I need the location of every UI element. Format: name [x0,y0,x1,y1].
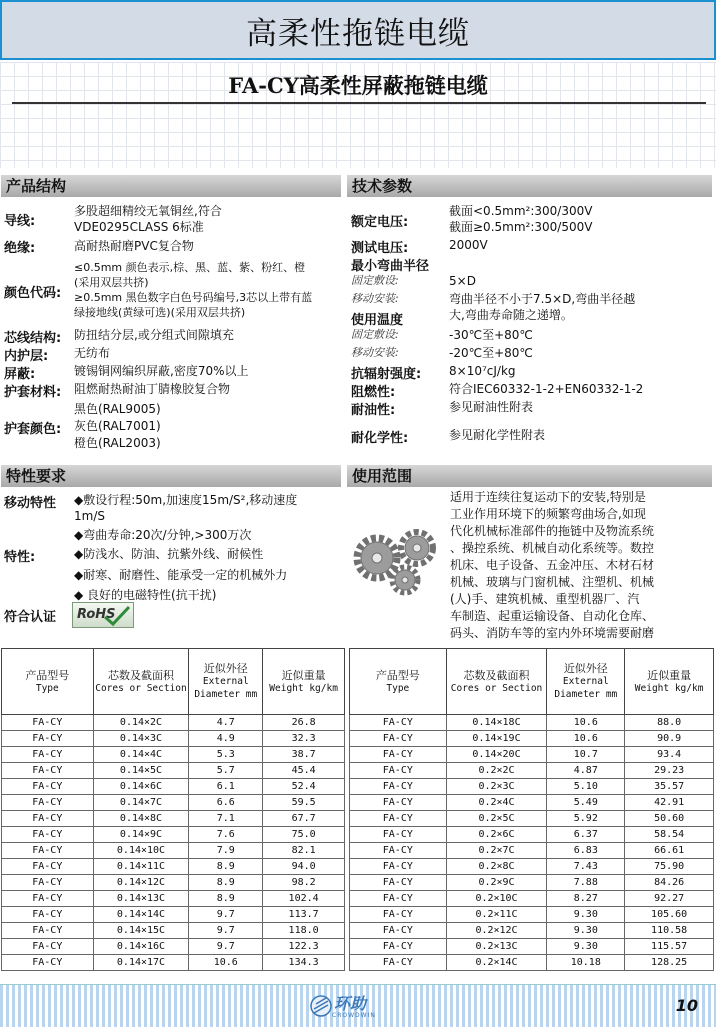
table-cell: 0.2×2C [446,763,547,779]
table-cell: 9.30 [547,907,625,923]
title-banner [0,0,716,60]
table-cell: 0.2×7C [446,843,547,859]
table-cell: 10.7 [547,747,625,763]
mobile-bend-line-1: 弯曲半径不小于7.5×D,弯曲半径越 [449,292,636,306]
table-cell: FA-CY [2,811,94,827]
table-row [350,779,714,795]
header-cn: 芯数及截面积 [108,668,174,682]
table-cell: 0.2×14C [446,955,547,971]
scope-line: 工业作用环境下的频繁弯曲场合,如现 [450,507,646,521]
table-cell: 58.54 [625,827,714,843]
color-code-line-2: (采用双层共挤) [74,276,149,289]
section-structure-heading: 产品结构 [1,175,341,197]
table-cell: 35.57 [625,779,714,795]
table-cell: FA-CY [2,891,94,907]
table-cell: 0.2×9C [446,875,547,891]
table-row [350,763,714,779]
table-cell: FA-CY [2,859,94,875]
table-row [2,811,345,827]
table-cell: 0.14×19C [446,731,547,747]
checkmark-icon [101,605,131,627]
table-row [2,747,345,763]
table-row [2,875,345,891]
table-cell: 0.14×16C [93,939,189,955]
table-row [350,955,714,971]
rated-voltage-line-1: 截面<0.5mm²:300/300V [449,204,593,218]
table-cell: 0.14×18C [446,715,547,731]
header-en: External Diameter mm [194,676,258,700]
table-row [2,843,345,859]
shield-value: 镀锡铜网编织屏蔽,密度70%以上 [74,364,249,378]
table-cell: 6.6 [189,795,263,811]
table-cell: 59.5 [263,795,345,811]
table-cell: 42.91 [625,795,714,811]
table-cell: 75.0 [263,827,345,843]
table-cell: FA-CY [2,795,94,811]
rohs-badge [72,602,134,628]
test-voltage-value: 2000V [449,238,488,252]
table-cell: FA-CY [2,827,94,843]
scope-line: 机床、电子设备、五金冲压、木材石材 [450,558,655,572]
table-cell: 0.2×3C [446,779,547,795]
sheath-color-orange: 橙色(RAL2003) [74,436,161,450]
table-cell: 32.3 [263,731,345,747]
subtitle-area [0,62,716,168]
header-cn: 近似外径 [203,662,248,675]
min-bend-label: 最小弯曲半径 [351,259,430,274]
table-cell: 45.4 [263,763,345,779]
table-cell: 82.1 [263,843,345,859]
spec-table-left [1,648,345,971]
table-cell: 0.2×10C [446,891,547,907]
mobile-feature-label: 移动特性 [4,496,57,511]
table-cell: FA-CY [350,747,447,763]
conductor-label: 导线: [4,214,36,229]
table-cell: 0.14×7C [93,795,189,811]
table-cell: 7.88 [547,875,625,891]
table-cell: 102.4 [263,891,345,907]
table-row [350,907,714,923]
table-cell: 9.30 [547,923,625,939]
gear-icon [357,532,433,593]
logo-mark-icon [310,993,332,1019]
table-cell: FA-CY [350,795,447,811]
color-code-line-1: ≤0.5mm 颜色表示,棕、黑、蓝、紫、粉红、橙 [74,261,306,274]
product-subtitle: FA-CY高柔性屏蔽拖链电缆 [228,73,488,98]
table-cell: 6.37 [547,827,625,843]
table-row [350,859,714,875]
spec-table-area [0,648,716,973]
scope-text [450,489,712,642]
scope-line: 代化机械标准部件的拖链中及物流系统 [450,524,655,538]
property-2: ◆耐寒、耐磨性、能承受一定的机械外力 [74,568,288,582]
conductor-line-2: VDE0295CLASS 6标准 [74,220,204,234]
logo-text: 环助 [334,994,367,1013]
table-cell: 92.27 [625,891,714,907]
core-structure-label: 芯线结构: [4,331,62,346]
test-voltage-label: 测试电压: [351,241,409,256]
conductor-line-1: 多股超细精绞无氧铜丝,符合 [74,204,222,218]
table-cell: 0.14×12C [93,875,189,891]
table-cell: FA-CY [2,939,94,955]
table-row [350,875,714,891]
table-cell: 0.14×20C [446,747,547,763]
table-cell: 0.14×13C [93,891,189,907]
table-cell: 5.10 [547,779,625,795]
shield-label: 屏蔽: [4,367,36,382]
chemical-label: 耐化学性: [351,431,409,446]
table-cell: 67.7 [263,811,345,827]
mobile-temp-value: -20℃至+80℃ [449,346,533,360]
certification-label: 符合认证 [4,610,57,625]
chemical-value: 参见耐化学性附表 [449,428,546,442]
table-cell: 4.87 [547,763,625,779]
table-row [350,827,714,843]
flame-value: 符合IEC60332-1-2+EN60332-1-2 [449,382,644,396]
table-cell: 4.9 [189,731,263,747]
table-cell: 0.14×3C [93,731,189,747]
table-cell: 84.26 [625,875,714,891]
section-tech-heading: 技术参数 [347,175,712,197]
table-row [2,859,345,875]
table-header-cell [547,649,625,715]
table-cell: 5.92 [547,811,625,827]
table-cell: FA-CY [350,763,447,779]
table-header-cell [263,649,345,715]
table-row [2,731,345,747]
sheath-material-value: 阻燃耐热耐油丁腈橡胶复合物 [74,382,231,396]
mobile-install-label-1: 移动安装: [351,292,399,305]
header-cn: 近似重量 [647,668,692,682]
table-header-row [2,649,345,715]
table-cell: 5.49 [547,795,625,811]
table-cell: 7.6 [189,827,263,843]
table-cell: 0.14×9C [93,827,189,843]
section-features-heading: 特性要求 [1,465,341,487]
table-cell: 8.9 [189,891,263,907]
sheath-color-label: 护套颜色: [4,422,62,437]
color-code-line-3: ≥0.5mm 黑色数字白色号码编号,3芯以上带有蓝 [74,291,313,304]
core-structure-value: 防扭结分层,或分组式间隙填充 [74,328,234,342]
table-row [2,907,345,923]
mobile-install-label-2: 移动安装: [351,346,399,359]
table-cell: 7.1 [189,811,263,827]
table-cell: FA-CY [2,731,94,747]
table-cell: FA-CY [350,811,447,827]
table-cell: 0.14×2C [93,715,189,731]
inner-sheath-label: 内护层: [4,349,49,364]
fixed-install-label-1: 固定敷设: [351,274,399,287]
table-cell: 0.2×8C [446,859,547,875]
table-cell: FA-CY [2,907,94,923]
table-row [2,923,345,939]
table-cell: 0.2×4C [446,795,547,811]
brand-logo [310,990,376,1022]
table-header-cell [446,649,547,715]
properties-label: 特性: [4,550,36,565]
section-scope-heading: 使用范围 [347,465,712,487]
header-en: Type [386,682,410,694]
table-cell: FA-CY [350,715,447,731]
header-en: Type [35,682,59,694]
table-cell: 52.4 [263,779,345,795]
table-row [2,795,345,811]
header-cn: 芯数及截面积 [463,668,530,682]
scope-line: 适用于连续往复运动下的安装,特别是 [450,490,646,504]
table-row [2,939,345,955]
table-cell: 90.9 [625,731,714,747]
scope-line: 机械、玻璃与门窗机械、注塑机、机械 [450,575,655,589]
table-cell: 0.2×12C [446,923,547,939]
table-cell: 9.30 [547,939,625,955]
inner-sheath-value: 无纺布 [74,346,111,360]
table-cell: 122.3 [263,939,345,955]
table-row [350,747,714,763]
table-cell: 88.0 [625,715,714,731]
sheath-color-black: 黑色(RAL9005) [74,402,161,416]
rohs-text: RoHS [77,607,116,622]
insulation-label: 绝缘: [4,241,36,256]
sheath-material-label: 护套材料: [4,385,62,400]
table-cell: FA-CY [350,923,447,939]
table-cell: FA-CY [350,907,447,923]
table-cell: 7.43 [547,859,625,875]
table-row [350,891,714,907]
table-row [350,715,714,731]
table-row [350,731,714,747]
table-cell: 0.14×8C [93,811,189,827]
table-header-row [350,649,714,715]
table-row [350,939,714,955]
table-cell: 50.60 [625,811,714,827]
header-en: Weight kg/km [634,682,704,694]
table-header-cell [625,649,714,715]
table-cell: 0.14×5C [93,763,189,779]
color-code-line-4: 绿接地线(黄绿可选)(采用双层共挤) [74,306,246,319]
table-row [2,891,345,907]
table-cell: FA-CY [350,843,447,859]
table-cell: 38.7 [263,747,345,763]
flame-label: 阻燃性: [351,385,396,400]
table-cell: 134.3 [263,955,345,971]
table-cell: 93.4 [625,747,714,763]
mobile-feature-line-1: ◆敷设行程:50m,加速度15m/S²,移动速度 [74,493,298,507]
table-cell: 10.6 [547,731,625,747]
insulation-value: 高耐热耐磨PVC复合物 [74,239,194,253]
header-en: External Diameter mm [554,676,618,700]
table-cell: 0.2×13C [446,939,547,955]
table-cell: 0.14×15C [93,923,189,939]
table-cell: 10.6 [189,955,263,971]
scope-line: (人)手、建筑机械、重型机器厂、汽 [450,592,640,606]
table-cell: 0.14×10C [93,843,189,859]
table-cell: 26.8 [263,715,345,731]
table-cell: 8.27 [547,891,625,907]
header-cn: 产品型号 [375,668,420,682]
table-cell: 0.2×11C [446,907,547,923]
table-row [2,827,345,843]
rated-voltage-line-2: 截面≥0.5mm²:300/500V [449,220,593,234]
table-cell: 66.61 [625,843,714,859]
table-cell: FA-CY [350,939,447,955]
table-cell: 98.2 [263,875,345,891]
table-cell: 0.14×17C [93,955,189,971]
table-cell: 0.14×6C [93,779,189,795]
property-3: ◆ 良好的电磁特性(抗干扰) [74,588,217,602]
radiation-value: 8×10⁷cJ/kg [449,364,516,378]
logo-subtext: CROWDWIN [332,1012,376,1019]
table-cell: 0.14×14C [93,907,189,923]
table-cell: 10.18 [547,955,625,971]
table-row [350,795,714,811]
radiation-label: 抗辐射强度: [351,367,422,382]
header-en: Cores or Section [450,682,543,694]
scope-line: 、操控系统、机械自动化系统等。数控 [450,541,655,555]
table-header-cell [189,649,263,715]
subtitle-divider [12,102,706,104]
table-cell: FA-CY [2,923,94,939]
table-cell: 4.7 [189,715,263,731]
scope-line: 码头、消防车等的室内外环境需要耐磨 [450,626,655,640]
property-1: ◆防浅水、防油、抗紫外线、耐候性 [74,547,264,561]
spec-table-right [349,648,714,971]
table-cell: FA-CY [2,747,94,763]
header-cn: 近似外径 [563,662,608,675]
table-row [2,779,345,795]
table-cell: 113.7 [263,907,345,923]
table-header-cell [93,649,189,715]
oil-value: 参见耐油性附表 [449,400,534,414]
page-title: 高柔性拖链电缆 [246,15,470,52]
header-cn: 近似重量 [281,668,326,682]
table-row [2,955,345,971]
table-cell: FA-CY [2,843,94,859]
table-cell: 9.7 [189,939,263,955]
temperature-label: 使用温度 [351,313,404,328]
table-cell: 94.0 [263,859,345,875]
header-en: Weight kg/km [269,682,338,694]
table-cell: FA-CY [2,763,94,779]
fixed-temp-value: -30℃至+80℃ [449,328,533,342]
header-cn: 产品型号 [25,668,70,682]
table-cell: FA-CY [2,875,94,891]
table-cell: 6.1 [189,779,263,795]
rated-voltage-label: 额定电压: [351,215,409,230]
table-row [350,843,714,859]
table-cell: 5.3 [189,747,263,763]
page-number: 10 [675,996,698,1015]
table-row [2,763,345,779]
table-cell: 7.9 [189,843,263,859]
table-cell: 128.25 [625,955,714,971]
fixed-bend-value: 5×D [449,274,476,288]
table-cell: 115.57 [625,939,714,955]
table-cell: FA-CY [350,875,447,891]
table-cell: FA-CY [350,859,447,875]
table-cell: 9.7 [189,907,263,923]
table-cell: 110.58 [625,923,714,939]
sheath-color-grey: 灰色(RAL7001) [74,419,161,433]
table-cell: 0.14×4C [93,747,189,763]
table-cell: 105.60 [625,907,714,923]
table-row [350,923,714,939]
mobile-bend-line-2: 大,弯曲寿命随之递增。 [449,308,573,322]
table-row [2,715,345,731]
table-cell: FA-CY [350,827,447,843]
table-cell: 6.83 [547,843,625,859]
table-row [350,811,714,827]
table-cell: FA-CY [350,955,447,971]
table-cell: 118.0 [263,923,345,939]
table-cell: 75.90 [625,859,714,875]
oil-label: 耐油性: [351,403,396,418]
table-cell: 0.2×5C [446,811,547,827]
bend-life-value: ◆弯曲寿命:20次/分钟,>300万次 [74,528,252,542]
table-cell: 0.14×11C [93,859,189,875]
color-code-label: 颜色代码: [4,286,62,301]
table-cell: FA-CY [2,715,94,731]
table-cell: 8.9 [189,859,263,875]
table-cell: 5.7 [189,763,263,779]
header-en: Cores or Section [95,682,187,694]
table-cell: FA-CY [2,955,94,971]
table-cell: FA-CY [350,731,447,747]
table-cell: FA-CY [2,779,94,795]
table-cell: 9.7 [189,923,263,939]
table-cell: 0.2×6C [446,827,547,843]
table-cell: 10.6 [547,715,625,731]
gears-image [349,520,445,600]
table-header-cell [2,649,94,715]
fixed-install-label-2: 固定敷设: [351,328,399,341]
table-cell: 8.9 [189,875,263,891]
table-cell: FA-CY [350,891,447,907]
scope-line: 车制造、起重运输设备、自动化仓库、 [450,609,655,623]
mobile-feature-line-2: 1m/S [74,509,105,523]
table-header-cell [350,649,447,715]
table-cell: 29.23 [625,763,714,779]
table-cell: FA-CY [350,779,447,795]
